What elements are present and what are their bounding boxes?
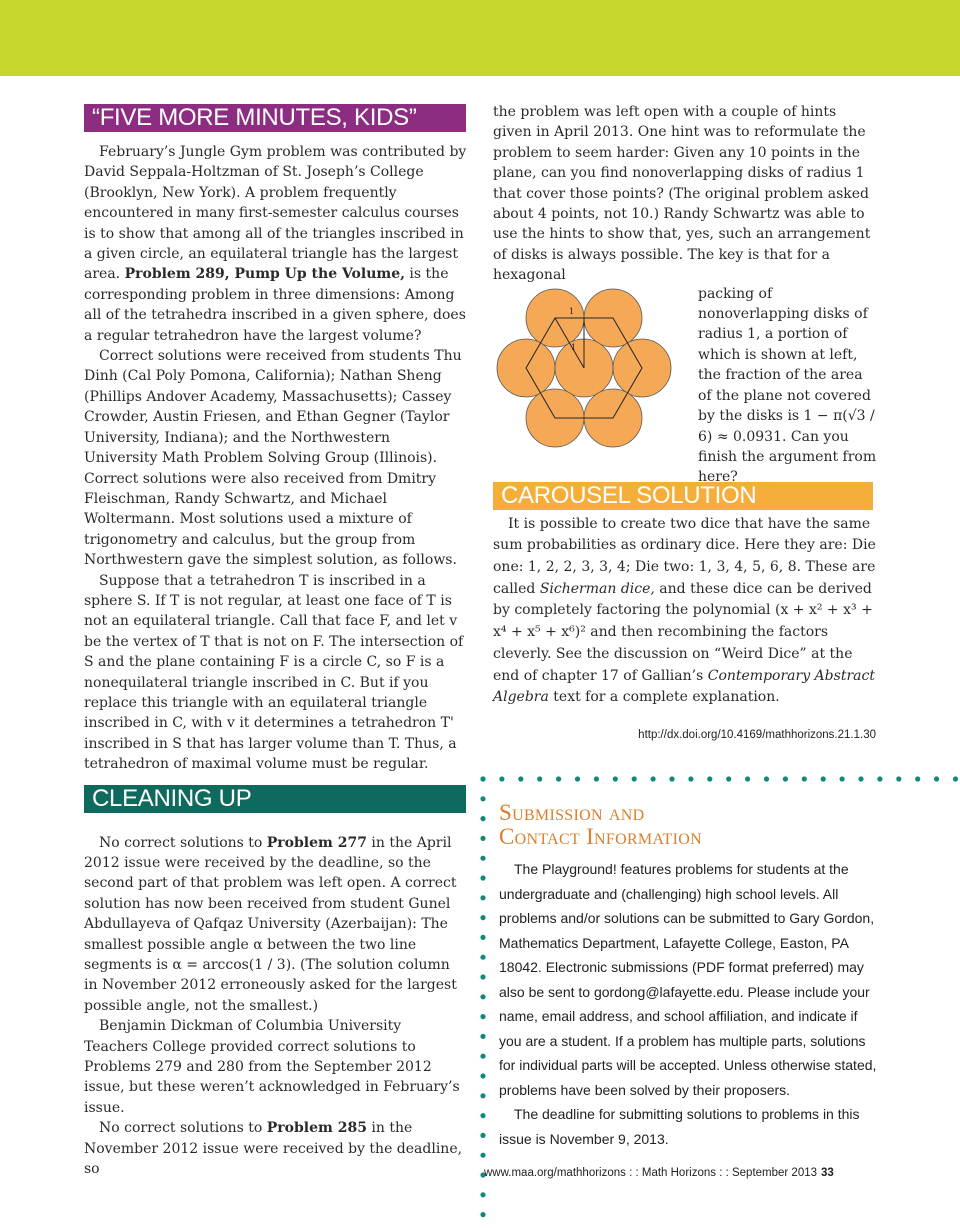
rule-dot [480,1073,485,1078]
rule-dot [802,776,807,781]
cleaning-p1-text-a: No correct solutions to [99,834,267,851]
cleaning-p3 [84,1118,467,1179]
figure-radius-label: 1 [569,306,575,316]
cleaning-up-body [84,833,467,1180]
rule-dot [480,935,485,940]
rule-dot [480,816,485,821]
rule-dot [480,856,485,861]
rule-dot [480,796,485,801]
problem-277-ref: Problem 277 [266,834,367,851]
vertical-dotted-rule [478,774,488,1228]
rule-dot [480,994,485,999]
rule-dot [537,776,542,781]
rule-dot [480,1014,485,1019]
rule-dot [480,1093,485,1098]
rule-dot [651,776,656,781]
five-more-p2: Correct solutions were received from students Thu Dinh (Cal Poly Pomona, California); Nathan Sheng (Phillips Andover Academy, Massachusetts); Cassey Crowder, Austin Friesen, and Ethan Gegner (Taylor University, Indiana); and the Northwestern University Math Problem Solving Group (Illinois). Correct solutions were also received from Dmitry Fleischman, Randy Schwartz, and Michael Woltermann. Most solutions used a mixture of trigonometry and calculus, but the group from Northwestern gave the simplest solution, as follows. [84,348,462,569]
rule-dot [613,776,618,781]
rule-dot [480,974,485,979]
five-more-minutes-body [84,142,467,775]
submission-title [499,801,879,849]
submission-p2: The deadline for submitting solutions to problems in this issue is November 9, 2013. [499,1106,860,1147]
carousel-solution-body [493,514,876,709]
rule-dot [594,776,599,781]
five-more-minutes-header: “FIVE MORE MINUTES, KIDS” [84,104,466,132]
submission-title-line1: Submission and [499,800,645,825]
rule-dot [575,776,580,781]
hexagonal-disk-packing-figure [493,288,689,470]
page-number: 33 [821,1167,834,1179]
submission-body [499,857,879,1151]
rule-dot [877,776,882,781]
rule-dot [480,1034,485,1039]
five-more-p1-text-b: is the corresponding problem in three dimensions: Among all of the tetrahedra inscribed in a given sphere, does a regular tetrahedron have the largest volume? [84,266,466,344]
rule-dot [915,776,920,781]
sicherman-dice-term: Sicherman dice, [539,580,655,597]
five-more-p3: Suppose that a tetrahedron T is inscribed in a sphere S. If T is not regular, at least one face of T is not an equilateral triangle. Call that face F, and let v be the vertex of T that is not on F. The intersection of S and the plane containing F is a circle C, so F is a nonequilateral triangle inscribed in C. But if you replace this triangle with an equilateral triangle inscribed in C, with v it determines a tetrahedron T' inscribed in S that has larger volume than T. Thus, a tetrahedron of maximal volume must be regular. [84,572,464,773]
carousel-p1 [493,514,876,709]
right-continuation [493,102,876,286]
submission-p1: The Playground! features problems for students at the undergraduate and (challenging) high school levels. All problems and/or solutions can be submitted to Gary Gordon, Mathematics Department, Lafayette College, Easton, PA 18042. Electronic submissions (PDF format preferred) may also be sent to gordong@lafayette.edu. Please include your name, email address, and school affiliation, and indicate if you are a student. If a problem has multiple parts, solutions for individual parts will be accepted. Unless otherwise stated, problems have been solved by their proposers. [499,861,877,1098]
rule-dot [726,776,731,781]
submission-title-line2: Contact Information [499,824,702,849]
cleaning-p1 [84,833,467,1017]
page-footer [484,1167,834,1179]
figure-radius-label-2: 1 [571,342,577,352]
rule-dot [764,776,769,781]
right-column [493,102,876,741]
figure-caption-text: packing of nonoverlapping disks of radius 1, a portion of which is shown at left, the fraction of the area of the plane not covered by the disks is 1 − π(√3 / 6) ≈ 0.0931. Can you finish the argument from here? [698,285,877,486]
carousel-text-b: and these dice can be derived by completely factoring the polynomial (x + x² + x³ + x⁴ + x⁵ + x⁶)² and then recombining the factors cleverly. See the discussion on “Weird Dice” at the end of chapter 17 of Gallian’s [493,580,873,684]
rule-dot [480,1133,485,1138]
left-column [84,104,467,1180]
rule-dot [556,776,561,781]
rule-dot [632,776,637,781]
cleaning-p1-text-b: in the April 2012 issue were received by the deadline, so the second part of that problem was left open. A correct solution has now been received from student Gunel Abdullayeva of Qafqaz University (Azerbaijan): The smallest possible angle α between the two line segments is α = arccos(1 / 3). (The solution column in November 2012 erroneously asked for the largest possible angle, not the smallest.) [84,834,457,1014]
rule-dot [745,776,750,781]
rule-dot [480,836,485,841]
carousel-text-c: text for a complete explanation. [548,689,780,706]
problem-285-ref: Problem 285 [266,1120,367,1137]
rule-dot [934,776,939,781]
rule-dot [821,776,826,781]
rule-dot [688,776,693,781]
rule-dot [518,776,523,781]
doi-link[interactable]: http://dx.doi.org/10.4169/mathhorizons.21.1.30 [638,728,876,741]
submission-section [499,801,879,1151]
footer-text: www.maa.org/mathhorizons : : Math Horizons : : September 2013 [484,1167,818,1179]
rule-dot [480,1192,485,1197]
carousel-solution-header: CAROUSEL SOLUTION [493,482,873,510]
rule-dot [480,1054,485,1059]
rule-dot [499,776,504,781]
problem-289-title: Problem 289, Pump Up the Volume, [124,266,405,283]
cleaning-p3-text-b: in the November 2012 issue were received by the deadline, so [84,1120,463,1178]
rule-dot [480,895,485,900]
rule-dot [707,776,712,781]
rule-dot [480,915,485,920]
rule-dot [858,776,863,781]
cleaning-p2: Benjamin Dickman of Columbia University Teachers College provided correct solutions to Problems 279 and 280 from the September 2012 issue, but these weren’t acknowledged in February’s issue. [84,1018,460,1116]
rule-dot [480,875,485,880]
rule-dot [480,776,485,781]
rule-dot [783,776,788,781]
book-title: Contemporary Abstract Algebra [493,667,875,706]
rule-dot [840,776,845,781]
rule-dot [480,1212,485,1217]
carousel-text-a: It is possible to create two dice that have the same sum probabilities as ordinary dice. Here they are: Die one: 1, 2, 2, 3, 3, 4; Die two: 1, 3, 4, 5, 6, 8. These are called [493,515,876,597]
five-more-p1-text-a: February’s Jungle Gym problem was contributed by David Seppala-Holtzman of St. Joseph’s College (Brooklyn, New York). A problem frequently encountered in many first-semester calculus courses is to show that among all of the triangles inscribed in a given circle, an equilateral triangle has the largest area. [84,144,467,283]
right-p1: the problem was left open with a couple of hints given in April 2013. One hint was to reformulate the problem to seem harder: Given any 10 points in the plane, can you find nonoverlapping disks of radius 1 that cover those points? (The original problem asked about 4 points, not 10.) Randy Schwartz was able to use the hints to show that, yes, such an arrangement of disks is always possible. The key is that for a hexagonal [493,104,871,284]
rule-dot [480,1113,485,1118]
rule-dot [480,955,485,960]
horizontal-dotted-rule [478,774,960,784]
five-more-p1 [84,142,467,346]
rule-dot [896,776,901,781]
cleaning-up-header: CLEANING UP [84,785,466,813]
rule-dot [953,776,958,781]
rule-dot [480,1153,485,1158]
top-color-bar [0,0,960,76]
rule-dot [669,776,674,781]
hex-packing-figure-row [493,285,877,486]
cleaning-p3-text-a: No correct solutions to [99,1120,267,1137]
